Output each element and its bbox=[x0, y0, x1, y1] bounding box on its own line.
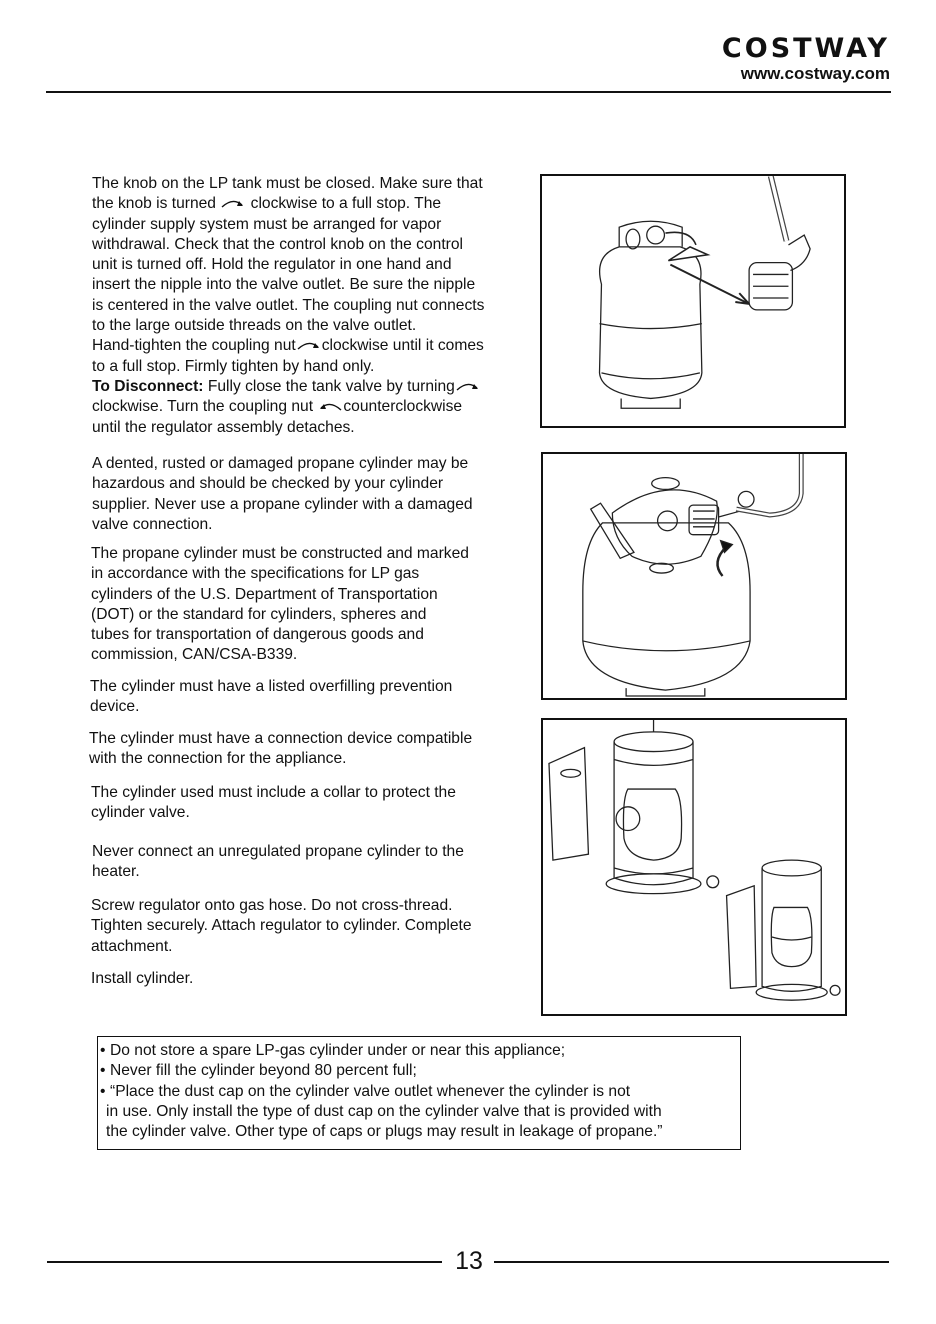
text-line: withdrawal. Check that the control knob on the control bbox=[92, 235, 463, 253]
tank-valve-illustration bbox=[543, 454, 845, 698]
text-line: supplier. Never use a propane cylinder with a damaged bbox=[92, 495, 473, 513]
clockwise-arrow-icon bbox=[296, 340, 322, 351]
text-line: A dented, rusted or damaged propane cylinder may be bbox=[92, 455, 469, 472]
bullet: • bbox=[100, 1042, 106, 1059]
bullet: • bbox=[100, 1062, 106, 1080]
text-line bbox=[92, 397, 537, 417]
text-line: to a full stop. Firmly tighten by hand only. bbox=[92, 357, 375, 375]
bullet: • bbox=[100, 1082, 106, 1100]
text-line bbox=[92, 194, 537, 214]
figure-tank-valve bbox=[541, 452, 847, 700]
warning-text: Do not store a spare LP-gas cylinder under or near this appliance; bbox=[110, 1042, 566, 1059]
brand-logo bbox=[722, 34, 890, 84]
text-line: The cylinder used must include a collar to protect the bbox=[91, 784, 456, 801]
warning-text: in use. Only install the type of dust cap on the cylinder valve that is provided with bbox=[106, 1102, 662, 1120]
brand-name: COSTWAY bbox=[721, 33, 890, 64]
safety-warning-box bbox=[97, 1036, 741, 1150]
page-number: 13 bbox=[455, 1247, 483, 1275]
text-span: clockwise to a full stop. The bbox=[250, 195, 442, 213]
counterclockwise-arrow-icon bbox=[317, 401, 343, 412]
text-line: attachment. bbox=[91, 937, 173, 955]
text-line: Install cylinder. bbox=[91, 970, 194, 987]
text-line: cylinder supply system must be arranged for vapor bbox=[92, 215, 442, 233]
text-line: insert the nipple into the valve outlet. Be sure the nipple bbox=[92, 276, 476, 294]
text-line: heater. bbox=[92, 863, 140, 881]
text-line: cylinder valve. bbox=[91, 804, 190, 822]
text-line: The propane cylinder must be constructed and marked bbox=[91, 545, 469, 562]
unregulated-note bbox=[92, 842, 537, 883]
text-line: tubes for transportation of dangerous goods and bbox=[91, 626, 424, 644]
text-line: to the large outside threads on the valve outlet. bbox=[92, 317, 417, 335]
clockwise-arrow-icon bbox=[220, 198, 246, 209]
text-line: hazardous and should be checked by your cylinder bbox=[92, 475, 444, 493]
text-span: the knob is turned bbox=[92, 195, 216, 213]
heater-install-illustration bbox=[543, 720, 845, 1014]
text-line: cylinders of the U.S. Department of Transportation bbox=[91, 585, 438, 603]
text-line: in accordance with the specifications for LP gas bbox=[91, 565, 420, 583]
warning-text: Never fill the cylinder beyond 80 percent full; bbox=[110, 1062, 417, 1080]
text-line bbox=[92, 377, 537, 397]
disconnect-label: To Disconnect: bbox=[92, 377, 204, 395]
figure-regulator-connection bbox=[540, 174, 846, 428]
text-line: The knob on the LP tank must be closed. Make sure that bbox=[92, 175, 483, 192]
text-line: is centered in the valve outlet. The coupling nut connects bbox=[92, 296, 485, 314]
text-span: Hand-tighten the coupling nut bbox=[92, 337, 296, 355]
text-line: device. bbox=[90, 698, 140, 716]
warning-item bbox=[100, 1082, 740, 1102]
warning-item bbox=[100, 1041, 740, 1061]
brand-url: www.costway.com bbox=[740, 64, 890, 83]
text-line: The cylinder must have a listed overfilling prevention bbox=[90, 678, 453, 695]
tank-regulator-illustration bbox=[542, 176, 844, 426]
text-span: clockwise. Turn the coupling nut bbox=[92, 398, 318, 416]
text-span: counterclockwise bbox=[343, 398, 463, 416]
warning-text: “Place the dust cap on the cylinder valve outlet whenever the cylinder is not bbox=[110, 1082, 631, 1100]
text-line: (DOT) or the standard for cylinders, spheres and bbox=[91, 605, 427, 623]
text-line: commission, CAN/CSA-B339. bbox=[91, 646, 298, 664]
text-line: Tighten securely. Attach regulator to cylinder. Complete bbox=[91, 917, 472, 935]
text-line: until the regulator assembly detaches. bbox=[92, 418, 355, 436]
header-rule bbox=[46, 91, 891, 93]
connect-instructions bbox=[92, 174, 537, 438]
install-cylinder-note bbox=[91, 969, 536, 989]
warning-item bbox=[100, 1061, 740, 1081]
screw-regulator-note bbox=[91, 896, 536, 957]
text-span: clockwise until it comes bbox=[321, 337, 484, 355]
footer-rule-left bbox=[47, 1261, 442, 1263]
overfill-note bbox=[90, 677, 535, 718]
warning-text: the cylinder valve. Other type of caps or plugs may result in leakage of propane.” bbox=[106, 1123, 663, 1141]
construction-note bbox=[91, 544, 536, 666]
text-line: valve connection. bbox=[92, 515, 213, 533]
text-line: unit is turned off. Hold the regulator in one hand and bbox=[92, 256, 452, 274]
text-line bbox=[92, 336, 537, 356]
dented-cylinder-note bbox=[92, 454, 537, 535]
clockwise-arrow-icon bbox=[455, 381, 481, 392]
text-line: Screw regulator onto gas hose. Do not cross-thread. bbox=[91, 897, 453, 914]
text-line: The cylinder must have a connection device compatible bbox=[89, 730, 473, 747]
text-span: Fully close the tank valve by turning bbox=[203, 377, 455, 395]
text-line: Never connect an unregulated propane cylinder to the bbox=[92, 843, 464, 860]
collar-note bbox=[91, 783, 536, 824]
text-line: with the connection for the appliance. bbox=[89, 750, 347, 768]
connection-note bbox=[89, 729, 534, 770]
footer-rule-right bbox=[494, 1261, 889, 1263]
figure-install-cylinder bbox=[541, 718, 847, 1016]
